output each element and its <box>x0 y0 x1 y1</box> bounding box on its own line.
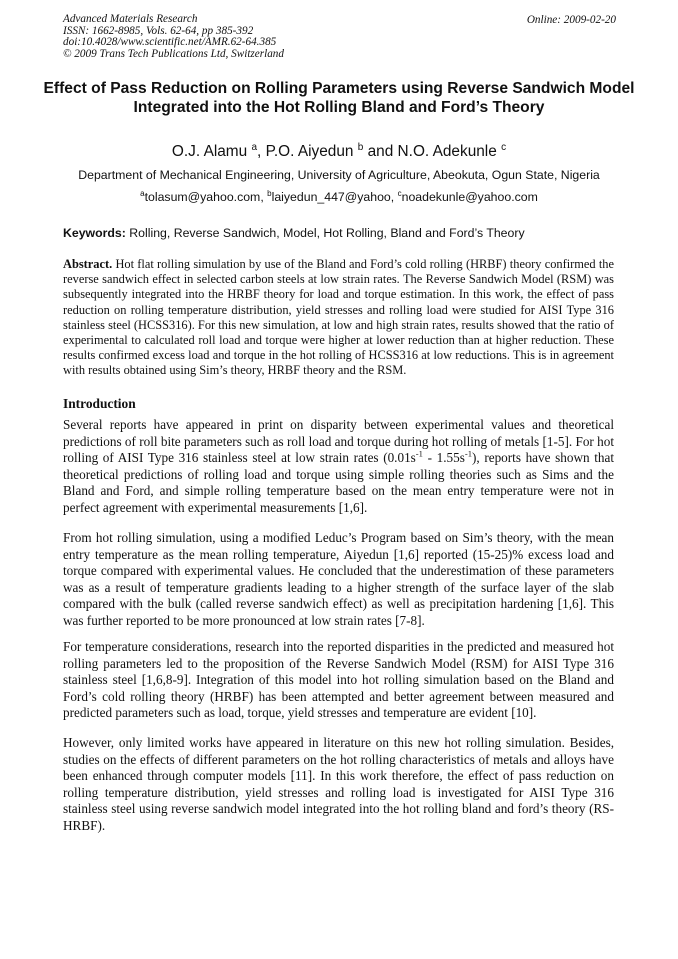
email-link[interactable]: noadekunle@yahoo.com <box>401 190 538 204</box>
paragraph: From hot rolling simulation, using a modified Leduc’s Program based on Sim’s theory, with the mean entry temperature as the mean rolling temperature, Aiyedun [1,6] reported (15-25)% excess load and torque compared with experimental values. He concluded that the underestimation of these parameters was as a result of temperature gradients leading to a higher strength of the surface layer of the slab compared with the bulk (called reverse sandwich effect) as well as precipitation hardening [1,6]. This was further reported to be more pronounced at low strain rates [7-8]. <box>63 530 614 628</box>
section-heading: Introduction <box>63 396 136 411</box>
keywords: Keywords: Rolling, Reverse Sandwich, Model, Hot Rolling, Bland and Ford’s Theory <box>63 226 525 240</box>
keywords-label: Keywords: <box>63 226 126 240</box>
paper-title: Effect of Pass Reduction on Rolling Parameters using Reverse Sandwich Model Integrated into the Hot Rolling Bland and Ford’s Theory <box>43 80 635 116</box>
abstract-label: Abstract. <box>63 257 113 271</box>
author-list: O.J. Alamu $^a$, P.O. Aiyedun $^b$ and N.O. Adekunle $^c$ <box>171 141 507 160</box>
online-date: Online: 2009-02-20 <box>526 14 616 26</box>
paragraph: However, only limited works have appeared in literature on this new hot rolling simulation. Besides, studies on the effects of different parameters on the hot rolling characteristics of metals and alloys have been enhanced through computer models [11]. In this work therefore, the effect of pass reduction on rolling temperature distribution, yield stresses and rolling load is investigated for AISI Type 316 stainless steel using reverse sandwich model integrated into the hot rolling bland and ford’s theory (RS-HRBF). <box>63 735 614 833</box>
author: O.J. Alamu <box>171 143 248 160</box>
journal-header <box>63 14 284 60</box>
issn: ISSN: 1662-8985, Vols. 62-64, pp 385-392 <box>63 24 254 37</box>
copyright: © 2009 Trans Tech Publications Ltd, Switzerland <box>63 47 284 60</box>
email-link[interactable]: laiyedun_447@yahoo <box>271 190 391 204</box>
email-link[interactable]: tolasum@yahoo.com <box>144 190 261 204</box>
journal-name: Advanced Materials Research <box>63 13 198 25</box>
paragraph: For temperature considerations, research into the reported disparities in the predicted and measured hot rolling parameters led to the proposition of the Reverse Sandwich Model (RSM) for AISI Type 316 stainless steel [1,6,8-9]. Integration of this model into hot rolling simulation based on the Bland and Ford’s cold rolling theory (HRBF) has been attempted and better agreement between measured and predicted parameters such as load, torque, yield stresses and temperature are evident [10]. <box>63 639 614 720</box>
author: P.O. Aiyedun <box>265 143 354 160</box>
paragraph: Several reports have appeared in print on disparity between experimental values and theoretical predictions of roll bite parameters such as roll load and torque during hot rolling of metals [1-5]. For hot rolling of AISI Type 316 stainless steel at low strain rates $(0.01s^{-1} - 1.55s^{-1})$, reports have shown that theoretical predictions of rolling load and torque using simple rolling theories such as Sims and the Bland and Ford, and simple rolling temperature based on the mean entry temperature were not in perfect agreement with experimental measurements [1,6]. <box>63 417 614 515</box>
author: N.O. Adekunle <box>397 143 497 160</box>
abstract: Abstract. Hot flat rolling simulation by use of the Bland and Ford’s cold rolling (HRBF) theory confirmed the reverse sandwich effect in selected carbon steels at low strain rates. The Reverse Sandwich Model (RSM) was subsequently integrated into the HRBF theory for load and torque estimation. In this work, the effect of pass reduction on rolling temperature distribution, yield stresses and rolling load were studied for AISI Type 316 stainless steel (HCSS316). For this new simulation, at low and high strain rates, results showed that the ratio of experimental to calculated roll load and torque were higher at lower reduction than at higher reduction. These results confirmed excess load and torque in the hot rolling of HCSS316 at low reductions. This is in agreement with results obtained using Sim’s theory, HRBF theory and the RSM. <box>63 257 614 378</box>
doi: doi:10.4028/www.scientific.net/AMR.62-64.385 <box>63 36 277 48</box>
affiliation: Department of Mechanical Engineering, University of Agriculture, Abeokuta, Ogun State, Nigeria <box>78 168 600 182</box>
email-list: $^a$tolasum@yahoo.com, $^b$laiyedun_447@yahoo, $^c$noadekunle@yahoo.com <box>140 188 538 204</box>
